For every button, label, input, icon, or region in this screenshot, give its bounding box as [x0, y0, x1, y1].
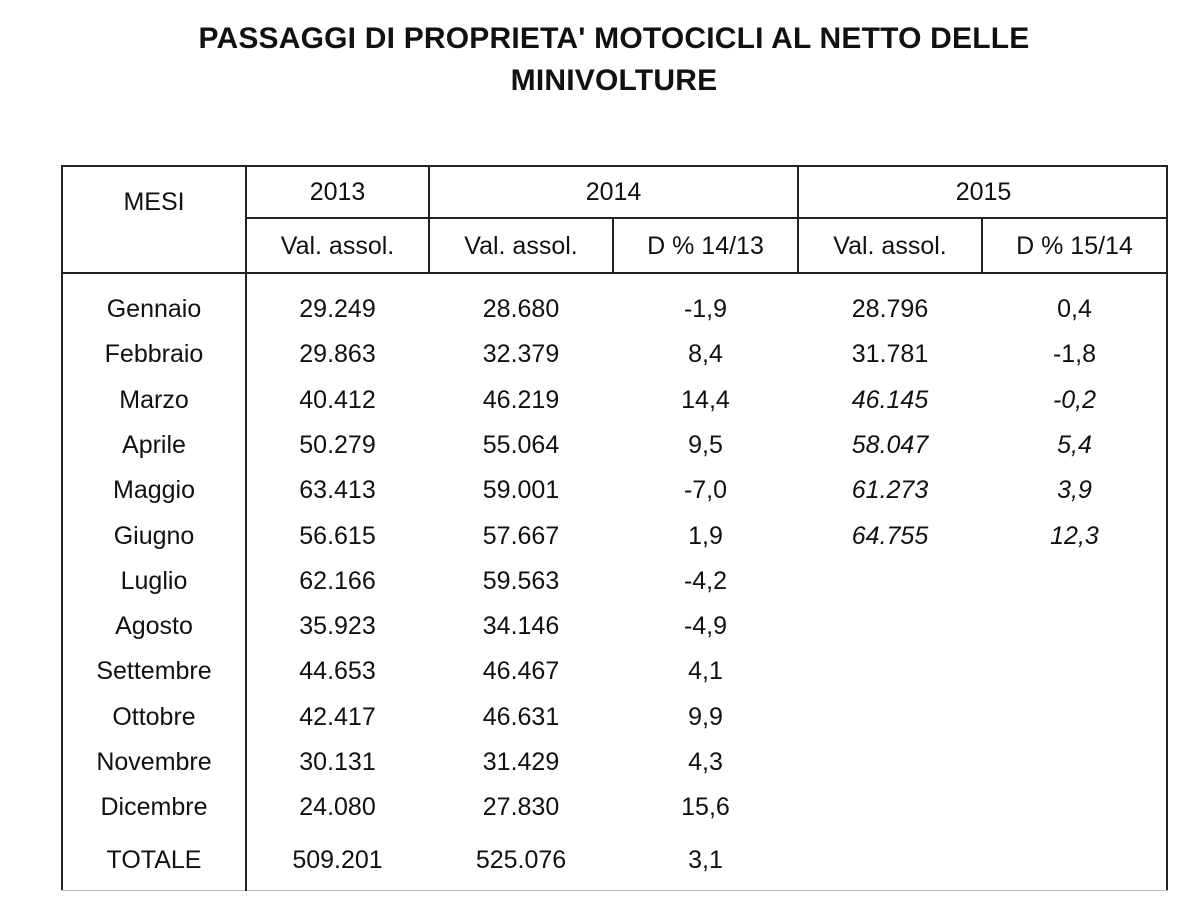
title-line-2: MINIVOLTURE — [510, 64, 718, 97]
cell-val-2014: 59.001 — [482, 476, 560, 504]
total-val-2014: 525.076 — [475, 846, 567, 874]
cell-month: Marzo — [119, 386, 189, 414]
cell-val-2014: 27.830 — [482, 793, 560, 821]
subheader-val-2015: Val. assol. — [833, 232, 947, 260]
cell-month: Febbraio — [104, 340, 204, 368]
total-delta-14-13: 3,1 — [688, 846, 723, 874]
cell-val-2013: 29.249 — [299, 295, 376, 323]
cell-val-2013: 29.863 — [299, 340, 376, 368]
cell-month: Ottobre — [112, 703, 196, 731]
total-label: TOTALE — [106, 846, 202, 874]
cell-val-2013: 50.279 — [299, 431, 376, 459]
table-border-top — [61, 165, 1168, 167]
cell-delta-14-13: 1,9 — [688, 522, 723, 550]
header-year-2015: 2015 — [955, 178, 1012, 206]
cell-val-2015: 64.755 — [851, 522, 929, 550]
subheader-delta-14-13: D % 14/13 — [647, 232, 764, 260]
cell-val-2015: 46.145 — [851, 386, 929, 414]
cell-delta-14-13: 15,6 — [681, 793, 730, 821]
subheader-val-2013: Val. assol. — [280, 232, 395, 260]
cell-month: Agosto — [115, 612, 193, 640]
cell-val-2013: 44.653 — [299, 657, 376, 685]
cell-val-2014: 28.680 — [482, 295, 560, 323]
cell-month: Maggio — [113, 476, 195, 504]
cell-val-2014: 46.219 — [482, 386, 560, 414]
cell-val-2013: 40.412 — [299, 386, 376, 414]
cell-month: Giugno — [113, 522, 195, 550]
cell-month: Novembre — [96, 748, 212, 776]
header-year-2013: 2013 — [309, 178, 366, 206]
cell-delta-14-13: 9,9 — [688, 703, 723, 731]
cell-val-2013: 63.413 — [299, 476, 376, 504]
cell-val-2015: 61.273 — [851, 476, 929, 504]
cell-val-2014: 55.064 — [482, 431, 560, 459]
cell-val-2015: 58.047 — [851, 431, 929, 459]
cell-val-2013: 62.166 — [299, 567, 376, 595]
cell-delta-14-13: -4,2 — [683, 567, 728, 595]
cell-month: Luglio — [120, 567, 188, 595]
cell-delta-14-13: 14,4 — [681, 386, 730, 414]
cell-delta-14-13: -4,9 — [683, 612, 728, 640]
table-border-bottom — [61, 890, 1168, 891]
cell-val-2013: 42.417 — [299, 703, 376, 731]
cell-val-2014: 31.429 — [482, 748, 560, 776]
cell-month: Settembre — [96, 657, 212, 685]
cell-val-2014: 46.467 — [482, 657, 560, 685]
total-val-2013: 509.201 — [292, 846, 383, 874]
data-table — [61, 165, 1168, 891]
cell-delta-15-14: 12,3 — [1050, 522, 1099, 550]
document-title — [0, 18, 1200, 102]
cell-month: Gennaio — [106, 295, 202, 323]
cell-val-2014: 46.631 — [482, 703, 560, 731]
cell-val-2013: 56.615 — [299, 522, 376, 550]
cell-month: Aprile — [122, 431, 186, 459]
cell-delta-14-13: 8,4 — [688, 340, 723, 368]
cell-val-2013: 30.131 — [299, 748, 376, 776]
cell-month: Dicembre — [100, 793, 208, 821]
header-mesi: MESI — [123, 188, 185, 216]
header-bottom-divider — [61, 272, 1168, 274]
cell-val-2013: 24.080 — [299, 793, 376, 821]
cell-delta-15-14: -0,2 — [1052, 386, 1097, 414]
cell-val-2015: 31.781 — [851, 340, 929, 368]
subheader-val-2014: Val. assol. — [464, 232, 578, 260]
cell-val-2013: 35.923 — [299, 612, 376, 640]
cell-delta-15-14: -1,8 — [1052, 340, 1097, 368]
title-line-1: PASSAGGI DI PROPRIETA' MOTOCICLI AL NETTO DELLE — [198, 22, 1030, 55]
header-year-divider — [245, 217, 1168, 219]
cell-delta-14-13: 4,3 — [688, 748, 723, 776]
cell-delta-14-13: 9,5 — [688, 431, 723, 459]
cell-val-2014: 32.379 — [482, 340, 560, 368]
cell-delta-15-14: 3,9 — [1057, 476, 1092, 504]
cell-delta-15-14: 0,4 — [1057, 295, 1092, 323]
cell-delta-14-13: 4,1 — [688, 657, 723, 685]
cell-val-2014: 34.146 — [482, 612, 560, 640]
cell-val-2014: 59.563 — [482, 567, 560, 595]
cell-val-2014: 57.667 — [482, 522, 560, 550]
cell-delta-15-14: 5,4 — [1057, 431, 1092, 459]
subheader-delta-15-14: D % 15/14 — [1016, 232, 1133, 260]
header-year-2014: 2014 — [585, 178, 642, 206]
cell-delta-14-13: -1,9 — [683, 295, 728, 323]
cell-val-2015: 28.796 — [851, 295, 929, 323]
cell-delta-14-13: -7,0 — [683, 476, 728, 504]
